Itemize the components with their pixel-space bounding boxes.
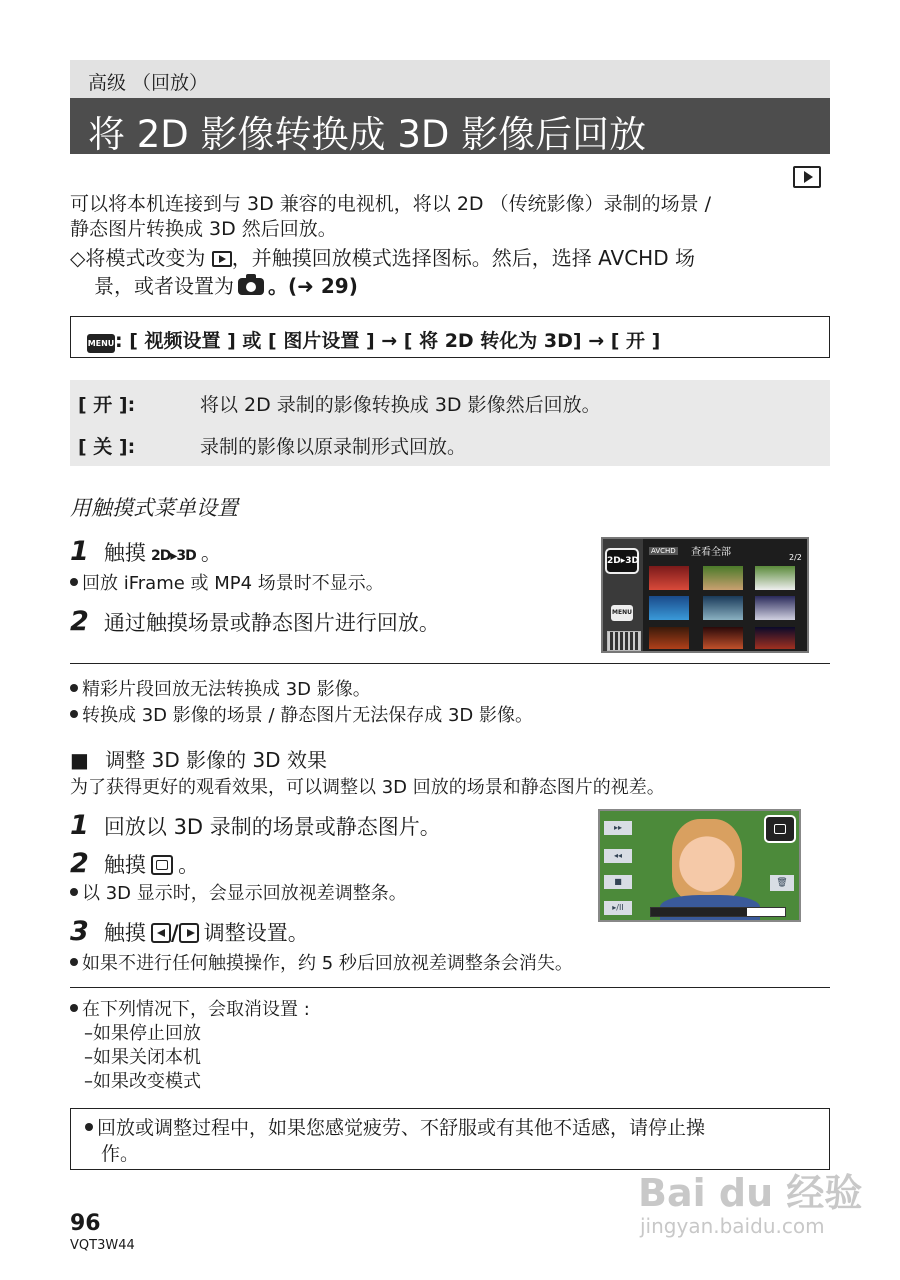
step-text: 触摸 bbox=[103, 921, 146, 945]
note-highlight bbox=[70, 678, 371, 702]
parallax-bar[interactable] bbox=[650, 907, 786, 917]
bullet-dot bbox=[70, 888, 78, 896]
format-badge: AVCHD bbox=[651, 547, 676, 555]
option-off-label: [ 关 ]: bbox=[78, 436, 136, 458]
warning-box bbox=[70, 1108, 830, 1170]
watermark-url: jingyan.baidu.com bbox=[640, 1214, 825, 1238]
note-save bbox=[70, 704, 533, 728]
title-bar bbox=[70, 98, 830, 154]
touch-step-1-note bbox=[70, 572, 384, 596]
touch-menu-heading: 用触摸式菜单设置 bbox=[70, 496, 238, 520]
thumbnail[interactable] bbox=[703, 566, 743, 590]
playback-screen-illustration bbox=[598, 809, 801, 922]
thumbnail[interactable] bbox=[755, 627, 795, 649]
parallax-adjust-icon bbox=[774, 824, 786, 834]
watermark-logo: Bai du 经验 bbox=[638, 1171, 863, 1215]
step-text: 通过触摸场景或静态图片进行回放。 bbox=[103, 611, 440, 635]
category-bar bbox=[70, 60, 830, 98]
step-text-end: 。 bbox=[178, 853, 200, 877]
note-text: 转换成 3D 影像的场景 / 静态图片无法保存成 3D 影像。 bbox=[82, 705, 534, 726]
bullet-dot bbox=[70, 958, 78, 966]
options-table bbox=[70, 380, 830, 466]
intro-paragraph bbox=[70, 192, 830, 242]
adjust-heading-text: 调整 3D 影像的 3D 效果 bbox=[105, 748, 327, 772]
option-on-desc: 将以 2D 录制的影像转换成 3D 影像然后回放。 bbox=[200, 394, 601, 416]
thumbnail[interactable] bbox=[649, 596, 689, 620]
category-label: 高级 （回放） bbox=[88, 72, 209, 94]
adjust-step-3 bbox=[70, 916, 309, 947]
2d-3d-icon: 2D▸3D bbox=[150, 548, 196, 564]
bullet-dot bbox=[70, 578, 78, 586]
diamond-bullet: ◇ bbox=[70, 246, 86, 270]
parallax-adjust-icon bbox=[151, 855, 173, 875]
menu-path bbox=[87, 326, 660, 353]
step-text-end: 。 bbox=[200, 541, 222, 565]
child-face bbox=[672, 819, 742, 901]
separator bbox=[70, 987, 830, 988]
note-text: 回放 iFrame 或 MP4 场景时不显示。 bbox=[82, 573, 384, 594]
step-text: 回放以 3D 录制的场景或静态图片。 bbox=[103, 815, 441, 839]
step-text: 触摸 bbox=[103, 853, 146, 877]
bullet-dot bbox=[85, 1123, 93, 1131]
adjust-step-3-note bbox=[70, 952, 573, 976]
rewind-button[interactable]: ◂◂ bbox=[604, 849, 632, 863]
mode-instruction bbox=[70, 244, 830, 300]
mode-text-a: 将模式改变为 bbox=[85, 246, 206, 270]
play-pause-button[interactable]: ▸/II bbox=[604, 901, 632, 915]
note-text: 在下列情况下，会取消设置 : bbox=[82, 999, 310, 1020]
page-title: 将 2D 影像转换成 3D 影像后回放 bbox=[88, 113, 647, 156]
thumbnail[interactable] bbox=[755, 566, 795, 590]
separator bbox=[70, 663, 830, 664]
option-off-desc: 录制的影像以原录制形式回放。 bbox=[200, 436, 467, 458]
left-arrow-icon bbox=[151, 923, 171, 943]
menu-button[interactable]: MENU bbox=[611, 605, 633, 621]
thumbnail[interactable] bbox=[649, 566, 689, 590]
mode-text-c: 景，或者设置为 bbox=[94, 274, 234, 298]
parallax-adjust-button[interactable] bbox=[764, 815, 796, 843]
thumbnail[interactable] bbox=[649, 627, 689, 649]
menu-path-text: : [ 视频设置 ] 或 [ 图片设置 ] → [ 将 2D 转化为 3D] → [ 开 ] bbox=[115, 330, 661, 352]
camera-icon bbox=[238, 278, 264, 295]
adjust-step-2-note bbox=[70, 882, 407, 906]
playback-mode-icon bbox=[793, 166, 821, 188]
thumbnail[interactable] bbox=[755, 596, 795, 620]
menu-path-box bbox=[70, 316, 830, 358]
bullet-dot bbox=[70, 1004, 78, 1012]
note-text: 精彩片段回放无法转换成 3D 影像。 bbox=[82, 679, 371, 700]
parallax-bar-fill bbox=[651, 908, 747, 916]
step-text-end: 调整设置。 bbox=[203, 921, 309, 945]
thumbnail-screen-illustration bbox=[601, 537, 809, 653]
condition-item: –如果改变模式 bbox=[84, 1071, 201, 1092]
slash: / bbox=[170, 921, 179, 945]
scroll-handle[interactable] bbox=[607, 631, 641, 651]
mode-text-b: ，并触摸回放模式选择图标。然后，选择 AVCHD 场 bbox=[231, 246, 695, 270]
stop-button[interactable]: ■ bbox=[604, 875, 632, 889]
warning-text bbox=[85, 1115, 705, 1167]
adjust-step-2 bbox=[70, 848, 199, 879]
step-number: 1 bbox=[70, 536, 89, 567]
condition-item: –如果停止回放 bbox=[84, 1023, 201, 1044]
warning-line-1: 回放或调整过程中，如果您感觉疲劳、不舒服或有其他不适感，请停止操 bbox=[97, 1117, 706, 1139]
step-number: 1 bbox=[70, 810, 89, 841]
note-text: 如果不进行任何触摸操作，约 5 秒后回放视差调整条会消失。 bbox=[82, 953, 573, 974]
2d-3d-button[interactable]: 2D▸3D bbox=[605, 548, 639, 574]
step-number: 3 bbox=[70, 916, 89, 947]
touch-step-2 bbox=[70, 606, 440, 637]
step-number: 2 bbox=[70, 848, 89, 879]
step-text: 触摸 bbox=[103, 541, 146, 565]
step-number: 2 bbox=[70, 606, 89, 637]
thumbnail[interactable] bbox=[703, 627, 743, 649]
right-arrow-icon bbox=[179, 923, 199, 943]
option-on-label: [ 开 ]: bbox=[78, 394, 136, 416]
menu-icon: MENU bbox=[87, 334, 115, 353]
adjust-step-1 bbox=[70, 810, 441, 841]
adjust-intro: 为了获得更好的观看效果，可以调整以 3D 回放的场景和静态图片的视差。 bbox=[70, 777, 665, 798]
intro-line-1: 可以将本机连接到与 3D 兼容的电视机，将以 2D （传统影像）录制的场景 / bbox=[70, 193, 712, 215]
cancel-conditions bbox=[70, 998, 310, 1094]
intro-line-2: 静态图片转换成 3D 然后回放。 bbox=[70, 218, 337, 240]
thumbnail[interactable] bbox=[703, 596, 743, 620]
page-number: 96 bbox=[70, 1211, 101, 1236]
mode-text-d: 。(➜ 29) bbox=[268, 274, 358, 298]
note-text: 以 3D 显示时，会显示回放视差调整条。 bbox=[82, 883, 407, 904]
square-bullet: ■ bbox=[70, 748, 89, 772]
play-mode-inline-icon bbox=[212, 251, 232, 267]
warning-line-2: 作。 bbox=[101, 1143, 140, 1165]
view-all-label: 查看全部 bbox=[691, 547, 731, 558]
touch-step-1 bbox=[70, 536, 222, 567]
bullet-dot bbox=[70, 684, 78, 692]
delete-button[interactable]: 🗑 bbox=[770, 875, 794, 891]
model-code: VQT3W44 bbox=[70, 1238, 135, 1253]
bullet-dot bbox=[70, 710, 78, 718]
fast-forward-button[interactable]: ▸▸ bbox=[604, 821, 632, 835]
page-indicator: 2/2 bbox=[789, 553, 802, 562]
adjust-heading bbox=[70, 744, 327, 773]
condition-item: –如果关闭本机 bbox=[84, 1047, 201, 1068]
